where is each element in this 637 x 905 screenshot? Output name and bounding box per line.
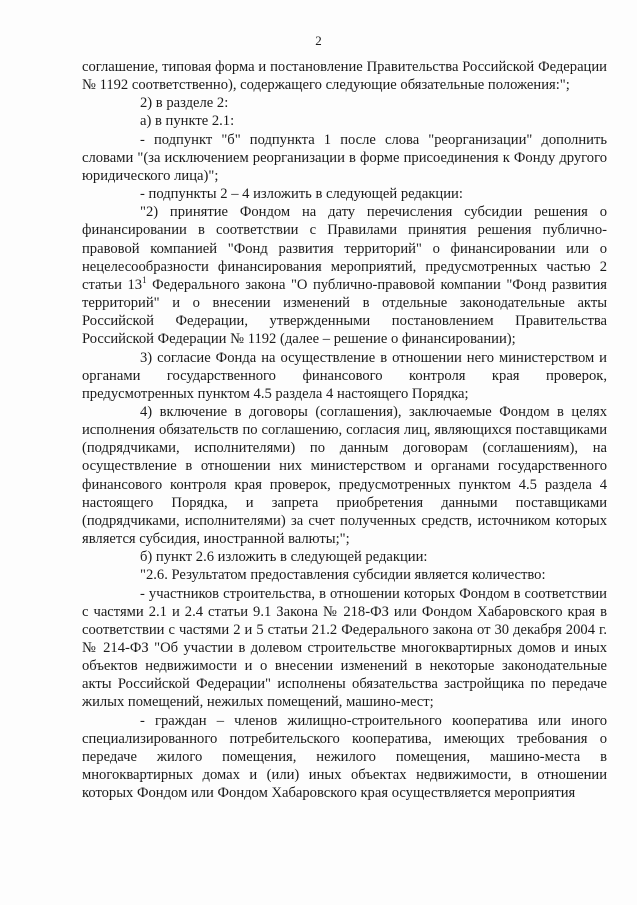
paragraph-result-intro: "2.6. Результатом предоставления субсидии является количество:: [140, 567, 546, 584]
paragraph-point-2-6: б) пункт 2.6 изложить в следующей редакции:: [140, 549, 428, 566]
paragraph-citizens: - граждан – членов жилищно-строительного кооператива или иного специализированного потребительского кооператива, имеющих требования о передаче жилого помещения, нежилого помещения, машино-места в многоквартирных домах и (или) иных объектах недвижимости, в отношении которых Фондом или Фондом Хабаровского края осуществляется мероприятия: [82, 712, 607, 802]
paragraph-point-2-1: а) в пункте 2.1:: [140, 113, 235, 130]
page-number: 2: [315, 33, 322, 48]
paragraph-item-3-consent: 3) согласие Фонда на осуществление в отношении него министерством и органами государственного финансового контроля края проверок, предусмотренных пунктом 4.5 раздела 4 настоящего Порядка;: [82, 349, 607, 402]
paragraph-subpoints-2-4: - подпункты 2 – 4 изложить в следующей редакции:: [140, 186, 463, 203]
document-body: [82, 58, 607, 802]
paragraph-item-4-contracts: 4) включение в договоры (соглашения), заключаемые Фондом в целях исполнения обязательств по соглашению, согласия лиц, являющихся поставщиками (подрядчиками, исполнителями) по данным договорам (соглашениям), на осуществление в отношении них министерством и органами государственного финансового контроля края проверок, предусмотренных пунктом 4.5 раздела 4 настоящего Порядка, и запрета приобретения данными поставщиками (подрядчиками, исполнителями) за счет полученных средств, источником которых является субсидия, иностранной валюты;";: [82, 403, 607, 548]
paragraph-participants: - участников строительства, в отношении которых Фондом в соответствии с частями 2.1 и 2.4 статьи 9.1 Закона № 218-ФЗ или Фондом Хабаровского края в соответствии с частями 2 и 5 статьи 21.2 Федерального закона от 30 декабря 2004 г. № 214-ФЗ "Об участии в долевом строительстве многоквартирных домов и иных объектов недвижимости и о внесении изменений в некоторые законодательные акты Российской Федерации" исполнены обязательства застройщика по передаче жилых помещений, нежилых помещений, машино-мест;: [82, 585, 607, 711]
paragraph-intro-continuation: соглашение, типовая форма и постановление Правительства Российской Федерации № 1192 соответственно), содержащего следующие обязательные положения:";: [82, 59, 607, 94]
article-superscript: 1: [142, 275, 147, 286]
paragraph-subpoint-b: - подпункт "б" подпункта 1 после слова "реорганизации" дополнить словами "(за исключением реорганизации в форме присоединения к Фонду другого юридического лица)";: [82, 131, 607, 184]
paragraph-section-2: 2) в разделе 2:: [140, 95, 229, 112]
paragraph-item-2-decision: [82, 203, 607, 348]
paragraph-item-2-text-after: Федерального закона "О публично-правовой компании "Фонд развития территорий" и о внесении изменений в отдельные законодательные акты Российской Федерации, утвержденными постановлением Правительства Российской Федерации № 1192 (далее – решение о финансировании);: [82, 276, 608, 348]
paragraph-item-2-text-before: "2) принятие Фондом на дату перечисления субсидии решения о финансировании в соответствии с Правилами принятия решения публично-правовой компанией "Фонд развития территорий" о финансировании или о нецелесообразности финансирования мероприятий, предусмотренных частью 2 статьи 13: [82, 204, 607, 293]
